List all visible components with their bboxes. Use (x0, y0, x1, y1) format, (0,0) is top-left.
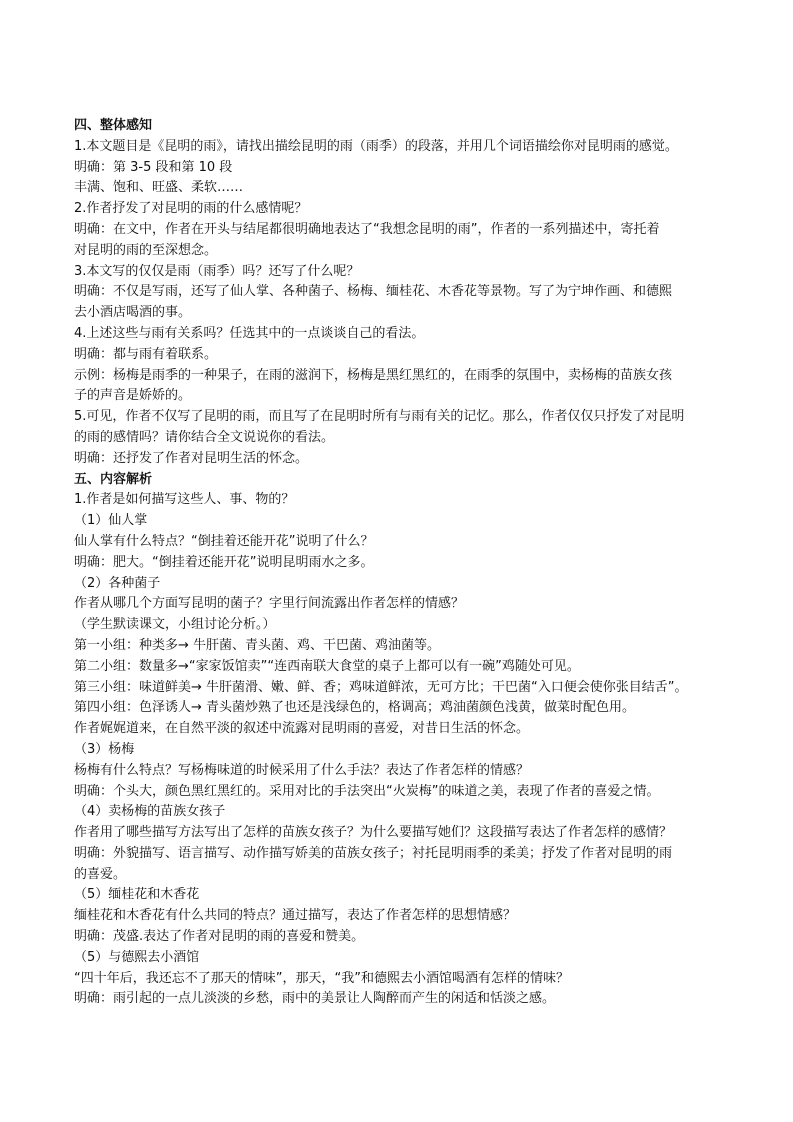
text-line: 5.可见，作者不仅写了昆明的雨，而且写了在昆明时所有与雨有关的记忆。那么，作者仅仅只抒发了对昆明 (74, 409, 685, 425)
text-line: （4）卖杨梅的苗族女孩子 (74, 804, 226, 820)
text-line: 明确：在文中，作者在开头与结尾都很明确地表达了“我想念昆明的雨”，作者的一系列描述中，寄托着 (74, 221, 660, 237)
text-line: （1）仙人掌 (74, 513, 148, 529)
text-line: 第二小组：数量多→“家家饭馆卖”“连西南联大食堂的桌子上都可以有一碗”鸡随处可见。 (74, 658, 580, 674)
text-line: 1.作者是如何描写这些人、事、物的？ (74, 492, 295, 508)
text-line: 明确：都与雨有着联系。 (74, 346, 218, 362)
text-line: 明确：外貌描写、语言描写、动作描写娇美的苗族女孩子；衬托昆明雨季的柔美；抒发了作者对昆明的雨 (74, 845, 673, 861)
text-line: 第三小组：味道鲜美→ 牛肝菌滑、嫩、鲜、香；鸡味道鲜浓，无可方比；干巴菌“入口便会使你张目结舌”。 (74, 679, 688, 695)
text-line: 明确：雨引起的一点儿淡淡的乡愁，雨中的美景让人陶醉而产生的闲适和恬淡之感。 (74, 991, 556, 1007)
text-line: （5）与德熙去小酒馆 (74, 949, 200, 965)
text-line: 对昆明的雨的至深想念。 (74, 242, 218, 258)
text-line: 明确：个头大，颜色黑红黑红的。采用对比的手法突出“火炭梅”的味道之美，表现了作者的喜爱之情。 (74, 783, 660, 799)
text-line: 2.作者抒发了对昆明的雨的什么感情呢？ (74, 201, 308, 217)
text-line: 仙人掌有什么特点？“倒挂着还能开花”说明了什么？ (74, 533, 374, 549)
text-line: （2）各种菌子 (74, 575, 161, 591)
text-line: （学生默读课文，小组讨论分析。） (74, 617, 276, 633)
text-line: 作者用了哪些描写方法写出了怎样的苗族女孩子？为什么要描写她们？这段描写表达了作者怎样的感情？ (74, 825, 673, 841)
text-line: 明确：第 3-5 段和第 10 段 (74, 159, 233, 175)
text-line: 明确：肥大。“倒挂着还能开花”说明昆明雨水之多。 (74, 554, 374, 570)
text-line: 3.本文写的仅仅是雨（雨季）吗？还写了什么呢？ (74, 263, 360, 279)
text-line: 第一小组：种类多→ 牛肝菌、青头菌、鸡、干巴菌、鸡油菌等。 (74, 637, 441, 653)
text-line: 的雨的感情吗？请你结合全文说说你的看法。 (74, 429, 335, 445)
text-line: “四十年后，我还忘不了那天的情味”，那天，“我”和德熙去小酒馆喝酒有怎样的情味？ (74, 970, 569, 986)
text-line: 缅桂花和木香花有什么共同的特点？通过描写，表达了作者怎样的思想情感？ (74, 908, 517, 924)
text-line: 明确：还抒发了作者对昆明生活的怀念。 (74, 450, 309, 466)
document-body (74, 116, 734, 1010)
text-line: 4.上述这些与雨有关系吗？任选其中的一点谈谈自己的看法。 (74, 325, 425, 341)
text-line: 子的声音是娇娇的。 (74, 388, 192, 404)
text-line: 第四小组：色泽诱人→ 青头菌炒熟了也还是浅绿色的，格调高；鸡油菌颜色浅黄，做菜时配色用。 (74, 700, 636, 716)
text-line: 作者娓娓道来，在自然平淡的叙述中流露对昆明雨的喜爱，对昔日生活的怀念。 (74, 721, 530, 737)
section-heading: 五、内容解析 (74, 471, 153, 487)
text-line: 示例：杨梅是雨季的一种果子，在雨的滋润下，杨梅是黑红黑红的，在雨季的氛围中，卖杨梅的苗族女孩 (74, 367, 673, 383)
text-line: 1.本文题目是《昆明的雨》，请找出描绘昆明的雨（雨季）的段落，并用几个词语描绘你对昆明雨的感觉。 (74, 138, 678, 154)
text-line: （5）缅桂花和木香花 (74, 887, 200, 903)
text-line: 丰满、饱和、旺盛、柔软…… (74, 180, 244, 196)
text-line: 的喜爱。 (74, 866, 127, 882)
text-line: 作者从哪几个方面写昆明的菌子？字里行间流露出作者怎样的情感？ (74, 596, 465, 612)
text-line: （3）杨梅 (74, 741, 135, 757)
text-line: 杨梅有什么特点？写杨梅味道的时候采用了什么手法？表达了作者怎样的情感？ (74, 762, 530, 778)
text-line: 明确：茂盛.表达了作者对昆明的雨的喜爱和赞美。 (74, 929, 365, 945)
text-line: 明确：不仅是写雨，还写了仙人掌、各种菌子、杨梅、缅桂花、木香花等景物。写了为宁坤作画、和德熙 (74, 284, 673, 300)
text-line: 去小酒店喝酒的事。 (74, 305, 192, 321)
section-heading: 四、整体感知 (74, 118, 153, 133)
